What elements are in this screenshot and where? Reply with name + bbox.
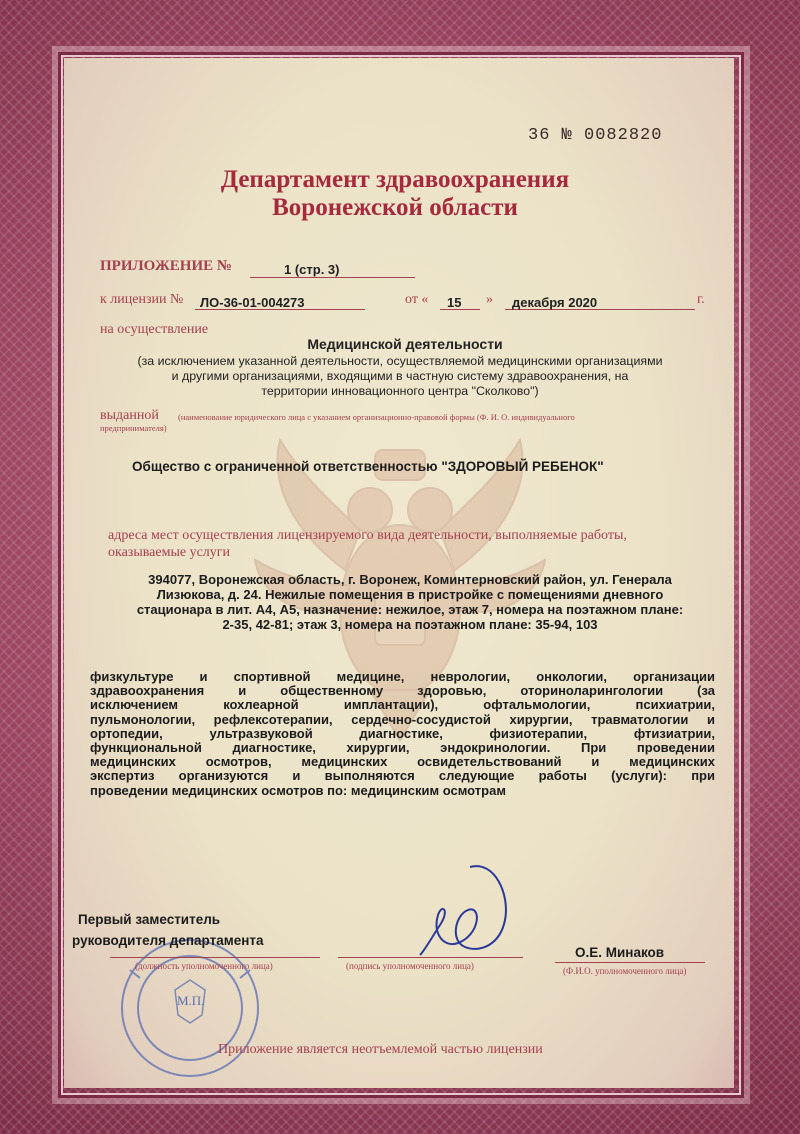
services-line: пульмонологии, рефлексотерапии, сердечно-сосудистой хирургии, травматологии и [90, 711, 715, 727]
license-from-label: от « [405, 292, 429, 307]
services-line: здравоохранения и общественному здоровью, оториноларингологии (за [90, 683, 715, 699]
address-line: 2-35, 42-81; этаж 3, номера на поэтажном плане: 35-94, 103 [222, 617, 598, 632]
license-day: 15 [447, 295, 462, 310]
services-line: медицинских осмотров, медицинских освидетельствований и медицинских [90, 754, 715, 770]
organization-name: Общество с ограниченной ответственностью "ЗДОРОВЫЙ РЕБЕНОК" [132, 459, 604, 474]
address-line: стационара в лит. А4, А5, назначение: нежилое, этаж 7, номера на поэтажном плане: [136, 602, 684, 617]
activity-note-line: территории инновационного центра "Сколково") [261, 384, 539, 398]
appendix-number: 1 (стр. 3) [284, 262, 340, 277]
services-line: проведении медицинских осмотров по: медицинским осмотрам [90, 782, 506, 798]
activity-label: на осуществление [100, 322, 209, 337]
license-year-suffix: г. [697, 292, 705, 307]
appendix-label: ПРИЛОЖЕНИЕ № [100, 258, 232, 274]
activity-note-line: (за исключением указанной деятельности, осуществляемой медицинскими организациями [137, 354, 663, 368]
services-line: ортопедии, ультразвуковой диагностике, физиотерапии, фтизиатрии, [90, 725, 715, 741]
license-serial-number: 36 № 0082820 [528, 126, 663, 145]
services-line: экспертиз организуются и выполняются следующие работы (услуги): при [90, 768, 715, 784]
activity-title: Медицинской деятельности [307, 336, 503, 352]
license-quote-close: » [486, 292, 493, 307]
signatory-position-line2: руководителя департамента [72, 933, 264, 948]
address-label-line2: оказываемые услуги [108, 545, 231, 560]
services-line: физкультуре и спортивной медицине, неврологии, онкологии, организации [90, 669, 715, 684]
services-line: функциональной диагностике, хирургии, эндокринологии. При проведении [90, 740, 715, 756]
footer-note: Приложение является неотъемлемой частью лицензии [218, 1042, 543, 1057]
issued-hint-line2: предпринимателя) [100, 423, 167, 433]
address-line: Лизюкова, д. 24. Нежилые помещения в пристройке с помещениями дневного [156, 587, 664, 602]
name-hint: (Ф.И.О. уполномоченного лица) [563, 966, 687, 976]
issued-label: выданной [100, 408, 159, 423]
services-line: исключением кохлеарной имплантации), офтальмологии, психиатрии, [90, 697, 715, 713]
handwritten-signature [410, 855, 520, 965]
signatory-name: О.Е. Минаков [575, 945, 665, 960]
position-hint: (должность уполномоченного лица) [135, 961, 273, 971]
department-title-line2: Воронежской области [272, 194, 518, 221]
activity-note-line: и другими организациями, входящими в частную систему здравоохранения, на [171, 369, 629, 383]
license-number: ЛО-36-01-004273 [200, 295, 305, 310]
address-line: 394077, Воронежская область, г. Воронеж, Коминтерновский район, ул. Генерала [148, 572, 672, 587]
license-month-year: декабря 2020 [512, 295, 598, 310]
signatory-position-line1: Первый заместитель [78, 912, 221, 927]
issued-hint-line1: (наименование юридического лица с указанием организационно-правовой формы (Ф. И. О. индивидуального [178, 412, 575, 422]
department-title-line1: Департамент здравоохранения [220, 166, 570, 193]
address-block [110, 572, 710, 632]
signature-hint: (подпись уполномоченного лица) [346, 961, 474, 971]
services-block [90, 670, 715, 798]
license-label: к лицензии № [100, 292, 184, 307]
activity-note [80, 354, 720, 399]
stamp-mark: М.П. [177, 993, 205, 1008]
address-label-line1: адреса мест осуществления лицензируемого вида деятельности, выполняемые работы, [108, 528, 627, 543]
